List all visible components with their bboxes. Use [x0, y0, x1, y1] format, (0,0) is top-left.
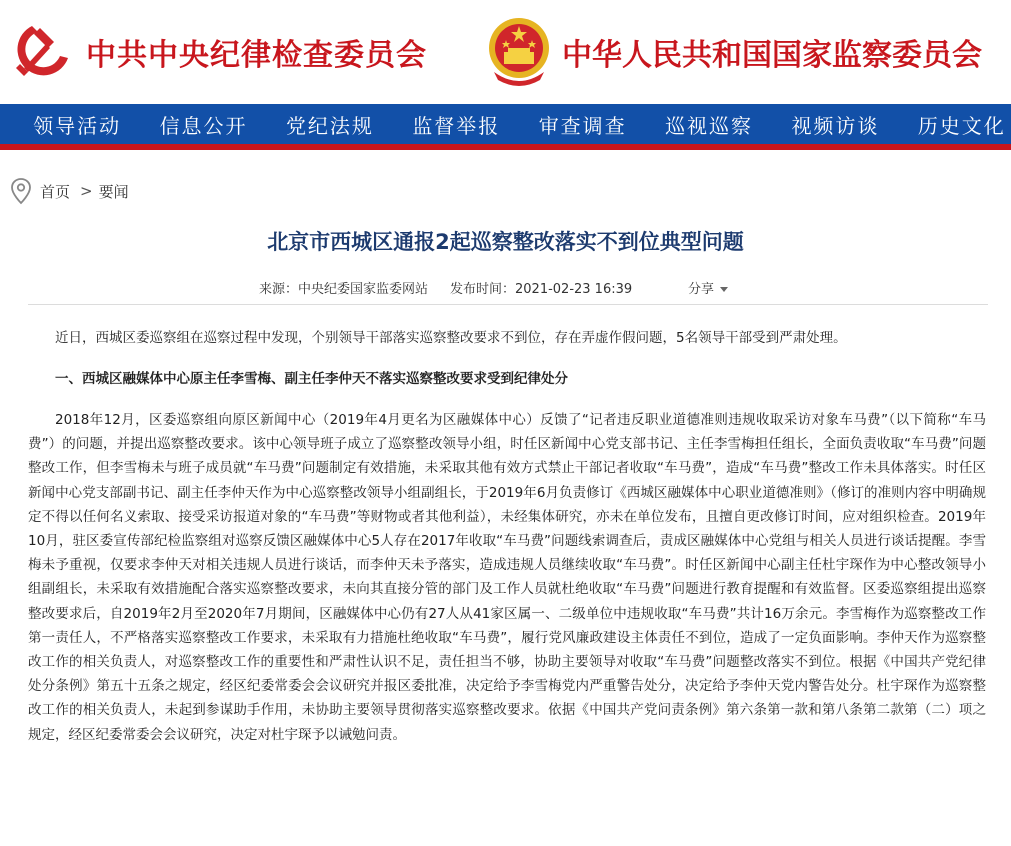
- article-publish-time: 发布时间：2021-02-23 16:39: [450, 282, 633, 297]
- breadcrumb-news[interactable]: 要闻: [98, 182, 129, 201]
- share-label: 分享: [688, 282, 715, 297]
- breadcrumb: [10, 176, 129, 206]
- breadcrumb-home[interactable]: 首页: [40, 182, 71, 201]
- nav-item-info-disclosure[interactable]: 信息公开: [159, 113, 248, 138]
- party-emblem-icon[interactable]: [10, 18, 74, 82]
- article-source: 来源：中央纪委国家监委网站: [259, 282, 429, 297]
- nav-item-video[interactable]: 视频访谈: [791, 113, 880, 138]
- site-name-cpc[interactable]: 中共中央纪律检查委员会: [86, 38, 427, 73]
- nav-item-report[interactable]: 监督举报: [412, 113, 501, 138]
- article-body: [28, 326, 986, 747]
- breadcrumb-separator: >: [80, 182, 93, 200]
- nav-item-inspection[interactable]: 巡视巡察: [665, 113, 754, 138]
- nav-item-leadership[interactable]: 领导活动: [33, 113, 122, 138]
- site-name-nsc[interactable]: 中华人民共和国国家监察委员会: [562, 38, 982, 73]
- meta-divider: [28, 304, 988, 305]
- article-title: 北京市西城区通报2起巡察整改落实不到位典型问题: [267, 230, 744, 254]
- share-button[interactable]: [688, 278, 728, 297]
- location-pin-icon: [10, 177, 32, 205]
- nav-item-investigation[interactable]: 审查调查: [538, 113, 627, 138]
- main-nav: [0, 104, 1011, 150]
- site-header: [0, 0, 1011, 104]
- article-section-heading: 一、西城区融媒体中心原主任李雪梅、副主任李仲天不落实巡察整改要求受到纪律处分: [55, 371, 568, 387]
- article-paragraph: 2018年12月，区委巡察组向原区新闻中心（2019年4月更名为区融媒体中心）反馈了“记者违反职业道德准则违规收取采访对象车马费”（以下简称“车马费”）的问题，并提出巡察整改要求。该中心领导班子成立了巡察整改领导小组，时任区新闻中心党支部书记、主任李雪梅担任组长，全面负责收取“车马费”问题整改工作，但李雪梅未与班子成员就“车马费”问题制定有效措施，未采取其他有效方式禁止干部记者收取“车马费”，造成“车马费”整改工作未具体落实。时任区新闻中心党支部副书记、副主任李仲天作为中心巡察整改领导小组副组长，于2019年6月负责修订《西城区融媒体中心职业道德准则》（修订的准则内容中明确规定不得以任何名义索取、接受采访报道对象的“车马费”等财物或者其他利益），未经集体研究，亦未在单位发布，且擅自更改修订时间，应对组织检查。2019年10月，驻区委宣传部纪检监察组对巡察反馈区融媒体中心5人存在2017年收取“车马费”问题线索调查后，责成区融媒体中心党组与相关人员进行谈话提醒。李雪梅未予重视，仅要求李仲天对相关违规人员进行谈话，而李仲天未予落实，造成违规人员继续收取“车马费”。时任区新闻中心副主任杜宇琛作为中心整改领导小组副组长，未采取有效措施配合落实巡察整改要求，未向其直接分管的部门及工作人员就杜绝收取“车马费”问题进行教育提醒和有效监督。区委巡察组提出巡察整改要求后，自2019年2月至2020年7月期间，区融媒体中心仍有27人从41家区属一、二级单位中违规收取“车马费”共计16万余元。李雪梅作为巡察整改工作第一责任人，不严格落实巡察整改工作要求，未采取有力措施杜绝收取“车马费”，履行党风廉政建设主体责任不到位，造成了一定负面影响。李仲天作为巡察整改工作的相关负责人，对巡察整改工作的重要性和严肃性认识不足，责任担当不够，协助主要领导对收取“车马费”问题整改落实不到位。根据《中国共产党纪律处分条例》第五十五条之规定，经区纪委常委会会议研究并报区委批准，决定给予李雪梅党内严重警告处分，决定给予李仲天党内警告处分。杜宇琛作为巡察整改工作的相关负责人，未起到参谋助手作用，未协助主要领导贯彻落实巡察整改要求。依据《中国共产党问责条例》第六条第一款和第八条第二款第（二）项之规定，经区纪委常委会会议研究，决定对杜宇琛予以诫勉问责。: [28, 412, 986, 743]
- chevron-down-icon: [720, 287, 728, 292]
- article-intro: 近日，西城区委巡察组在巡察过程中发现，个别领导干部落实巡察整改要求不到位，存在弄虚作假问题，5名领导干部受到严肃处理。: [55, 330, 847, 346]
- nav-item-history[interactable]: 历史文化: [917, 113, 1006, 138]
- national-emblem-icon[interactable]: [486, 12, 552, 90]
- nav-item-regulations[interactable]: 党纪法规: [285, 113, 374, 138]
